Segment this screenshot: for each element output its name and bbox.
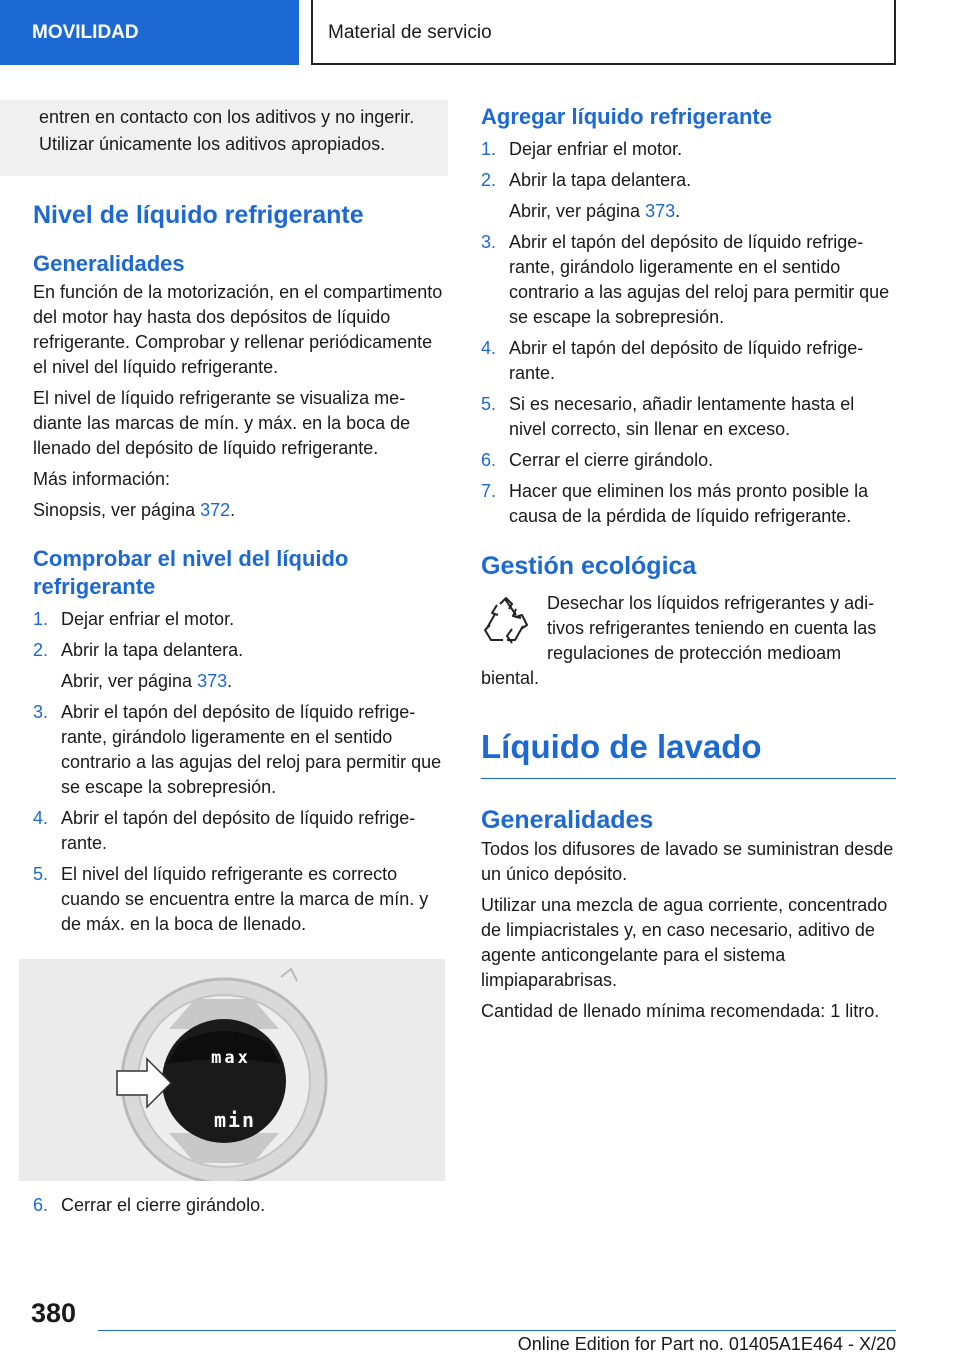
punctuation: . xyxy=(230,500,236,520)
page-link-372[interactable]: 372 xyxy=(200,500,231,520)
right-column xyxy=(481,100,896,1024)
heading-washer-fluid: Líquido de lavado xyxy=(481,728,762,765)
check-steps-list-continued xyxy=(33,1193,448,1218)
max-mark: max xyxy=(211,1048,251,1068)
step-text: Abrir la tapa delantera. xyxy=(61,640,244,660)
step-number: 5. xyxy=(481,394,497,414)
step-text: Dejar enfriar el motor. xyxy=(509,139,683,159)
heading-general: Generalidades xyxy=(481,806,654,834)
step-text: El nivel del líquido refrigerante es correcto cuando se encuentra entre la marca de mín. y de máx. en la boca de llenado. xyxy=(61,864,429,934)
step-text: Hacer que eliminen los más pronto posible la causa de la pérdida de líquido refrigerante. xyxy=(509,481,869,526)
eco-text-continued: biental. xyxy=(481,668,540,688)
step-text: Abrir el tapón del depósito de líquido refrigerante, girándolo ligeramente en el sentido contrario a las agujas del reloj para permitir que se escape la sobrepresión. xyxy=(61,702,442,797)
step-number: 7. xyxy=(481,481,497,501)
list-item xyxy=(481,479,896,529)
recycle-icon xyxy=(481,595,531,645)
list-item xyxy=(481,137,896,162)
list-item xyxy=(481,336,896,386)
step-subline xyxy=(61,669,448,694)
heading-check-level: Comprobar el nivel del líquido refrigerante xyxy=(33,546,349,599)
list-item xyxy=(33,607,448,632)
step-text: Cerrar el cierre girándolo. xyxy=(509,450,714,470)
punctuation: . xyxy=(227,671,233,691)
step-number: 5. xyxy=(33,864,49,884)
heading-divider xyxy=(481,778,896,779)
step-number: 2. xyxy=(481,170,497,190)
paragraph: Utilizar una mezcla de agua corriente, concentrado de limpiacristales y, en caso necesario, aditivo de agente anticongelante para el sistema limpiaparabrisas. xyxy=(481,895,888,990)
step-subline xyxy=(509,199,896,224)
step-number: 4. xyxy=(481,338,497,358)
paragraph: En función de la motorización, en el compartimento del motor hay hasta dos depósitos de líquido refrigerante. Comprobar y rellenar periódicamente el nivel del líquido refrigerante. xyxy=(33,282,443,377)
heading-add-coolant: Agregar líquido refrigerante xyxy=(481,104,772,129)
step-number: 2. xyxy=(33,640,49,660)
eco-block xyxy=(481,591,896,691)
chapter-title: Material de servicio xyxy=(311,0,896,65)
step-text: Abrir el tapón del depósito de líquido refrigerante, girándolo ligeramente en el sentido contrario a las agujas del reloj para permitir que se escape la sobrepresión. xyxy=(509,232,890,327)
edition-footer: Online Edition for Part no. 01405A1E464 - X/20 xyxy=(517,1334,896,1354)
step-text: Si es necesario, añadir lentamente hasta el nivel correcto, sin llenar en exceso. xyxy=(509,394,855,439)
page-link-373[interactable]: 373 xyxy=(645,201,676,221)
step-number: 6. xyxy=(33,1195,49,1215)
reference-text: Abrir, ver página xyxy=(509,201,646,221)
list-item xyxy=(481,230,896,330)
step-number: 4. xyxy=(33,808,49,828)
list-item xyxy=(33,1193,448,1218)
step-number: 1. xyxy=(481,139,497,159)
add-steps-list xyxy=(481,137,896,529)
list-item xyxy=(33,700,448,800)
section-tab: MOVILIDAD xyxy=(0,0,299,65)
coolant-cap-illustration xyxy=(19,959,445,1181)
paragraph: Más información: xyxy=(33,469,171,489)
coolant-filler-neck-image xyxy=(19,959,445,1181)
heading-general: Generalidades xyxy=(33,251,185,276)
heading-coolant-level: Nivel de líquido refrigerante xyxy=(33,201,364,229)
min-mark: min xyxy=(213,1108,257,1132)
left-column xyxy=(33,100,448,1218)
reference-text: Abrir, ver página xyxy=(61,671,198,691)
check-steps-list xyxy=(33,607,448,937)
step-text: Abrir el tapón del depósito de líquido refrigerante. xyxy=(61,808,416,853)
paragraph-reference xyxy=(33,498,448,523)
paragraph: Cantidad de llenado mínima recomendada: 1 litro. xyxy=(481,1001,880,1021)
step-number: 1. xyxy=(33,609,49,629)
step-text: Cerrar el cierre girándolo. xyxy=(61,1195,266,1215)
list-item xyxy=(481,448,896,473)
list-item xyxy=(33,862,448,937)
page-number: 380 xyxy=(31,1298,77,1328)
punctuation: . xyxy=(675,201,681,221)
reference-text: Sinopsis, ver página xyxy=(33,500,201,520)
heading-eco: Gestión ecológica xyxy=(481,552,697,580)
step-number: 3. xyxy=(481,232,497,252)
paragraph: El nivel de líquido refrigerante se visualiza mediante las marcas de mín. y máx. en la boca de llenado del depósito de líquido refrigerante. xyxy=(33,388,411,458)
eco-text: Desechar los líquidos refrigerantes y aditivos refrigerantes teniendo en cuenta las regulaciones de protección medioam xyxy=(547,593,877,663)
footer-divider xyxy=(98,1330,896,1331)
paragraph: Todos los difusores de lavado se suministran desde un único depósito. xyxy=(481,839,894,884)
step-text: Abrir la tapa delantera. xyxy=(509,170,692,190)
step-text: Abrir el tapón del depósito de líquido refrigerante. xyxy=(509,338,864,383)
list-item xyxy=(481,392,896,442)
list-item xyxy=(33,638,448,694)
page-link-373[interactable]: 373 xyxy=(197,671,228,691)
list-item xyxy=(33,806,448,856)
note-box: entren en contacto con los aditivos y no ingerir. Utilizar únicamente los aditivos apropiados. xyxy=(0,100,448,176)
step-number: 6. xyxy=(481,450,497,470)
list-item xyxy=(481,168,896,224)
step-text: Dejar enfriar el motor. xyxy=(61,609,235,629)
step-number: 3. xyxy=(33,702,49,722)
